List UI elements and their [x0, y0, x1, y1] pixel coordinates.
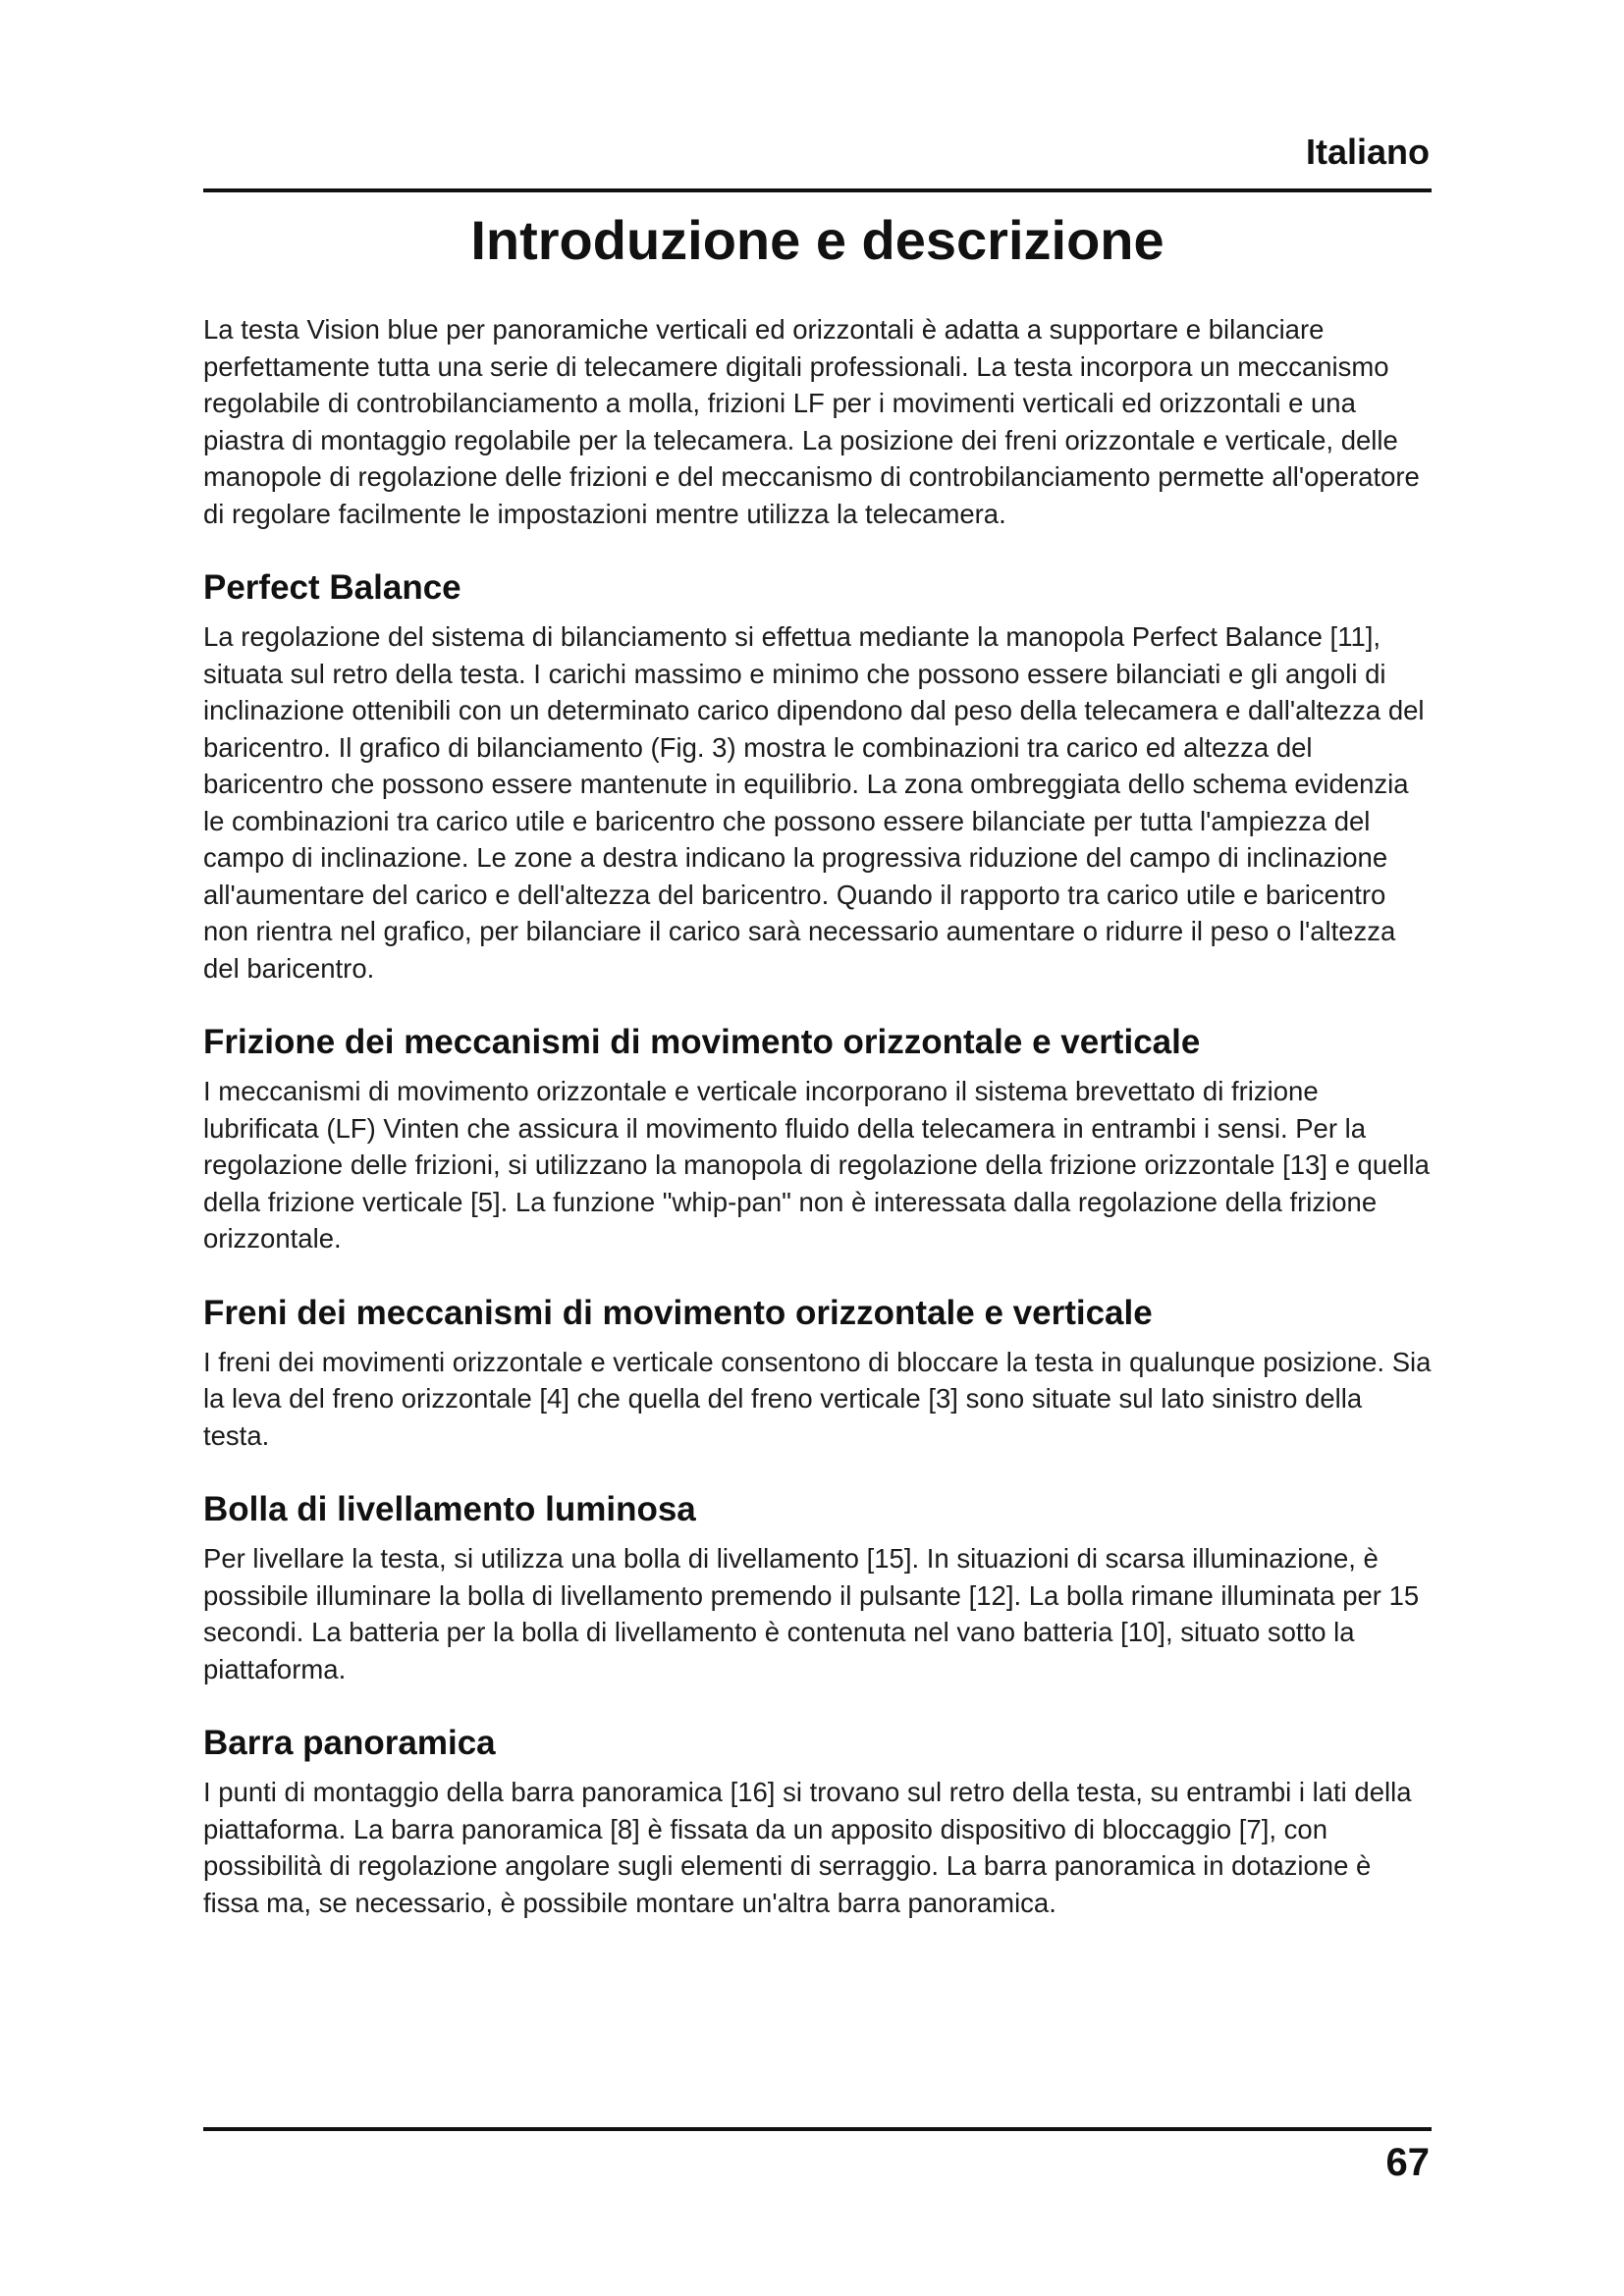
intro-paragraph: La testa Vision blue per panoramiche verticali ed orizzontali è adatta a supportare e bilanciare perfettamente tutta una serie di telecamere digitali professionali. La testa incorpora un meccanismo regolabile di controbilanciamento a molla, frizioni LF per i movimenti verticali ed orizzontali e una piastra di montaggio regolabile per la telecamera. La posizione dei freni orizzontale e verticale, delle manopole di regolazione delle frizioni e del meccanismo di controbilanciamento permette all'operatore di regolare facilmente le impostazioni mentre utilizza la telecamera.: [203, 314, 1420, 529]
section-brakes: [203, 1293, 1432, 1455]
section-body: I freni dei movimenti orizzontale e verticale consentono di bloccare la testa in qualunque posizione. Sia la leva del freno orizzontale [4] che quella del freno verticale [3] sono situate sul lato sinistro della testa.: [203, 1346, 1432, 1451]
section-pan-bar: [203, 1723, 1432, 1921]
main-content: [203, 311, 1432, 1956]
section-heading: Bolla di livellamento luminosa: [203, 1490, 696, 1528]
page-number: 67: [1385, 2141, 1430, 2184]
header-rule: [203, 188, 1432, 192]
section-body: Per livellare la testa, si utilizza una bolla di livellamento [15]. In situazioni di scarsa illuminazione, è possibile illuminare la bolla di livellamento premendo il pulsante [12]. La bolla rimane illuminata per 15 secondi. La batteria per la bolla di livellamento è contenuta nel vano batteria [10], situato sotto la piattaforma.: [203, 1543, 1420, 1684]
footer-rule: [203, 2127, 1432, 2131]
page-title: Introduzione e descrizione: [470, 209, 1164, 271]
section-body: I punti di montaggio della barra panoramica [16] si trovano sul retro della testa, su entrambi i lati della piattaforma. La barra panoramica [8] è fissata da un apposito dispositivo di bloccaggio [7], con possibilità di regolazione angolare sugli elementi di serraggio. La barra panoramica in dotazione è fissa ma, se necessario, è possibile montare un'altra barra panoramica.: [203, 1777, 1412, 1918]
section-body: La regolazione del sistema di bilanciamento si effettua mediante la manopola Perfect Balance [11], situata sul retro della testa. I carichi massimo e minimo che possono essere bilanciati e gli angoli di inclinazione ottenibili con un determinato carico dipendono dal peso della telecamera e dall'altezza del baricentro. Il grafico di bilanciamento (Fig. 3) mostra le combinazioni tra carico ed altezza del baricentro che possono essere mantenute in equilibrio. La zona ombreggiata dello schema evidenzia le combinazioni tra carico utile e baricentro che possono essere bilanciate per tutta l'ampiezza del campo di inclinazione. Le zone a destra indicano la progressiva riduzione del campo di inclinazione all'aumentare del carico e dell'altezza del baricentro. Quando il rapporto tra carico utile e baricentro non rientra nel grafico, per bilanciare il carico sarà necessario aumentare o ridurre il peso o l'altezza del baricentro.: [203, 621, 1425, 984]
section-heading: Perfect Balance: [203, 568, 461, 607]
section-perfect-balance: [203, 567, 1432, 987]
section-heading: Barra panoramica: [203, 1724, 496, 1762]
section-level-bubble: [203, 1489, 1432, 1687]
section-body: I meccanismi di movimento orizzontale e verticale incorporano il sistema brevettato di frizione lubrificata (LF) Vinten che assicura il movimento fluido della telecamera in entrambi i sensi. Per la regolazione delle frizioni, si utilizzano la manopola di regolazione della frizione orizzontale [13] e quella della frizione verticale [5]. La funzione "whip-pan" non è interessata dalla regolazione della frizione orizzontale.: [203, 1076, 1430, 1254]
section-friction: [203, 1022, 1432, 1257]
language-label: Italiano: [1305, 132, 1430, 172]
section-heading: Freni dei meccanismi di movimento orizzontale e verticale: [203, 1293, 1153, 1332]
section-heading: Frizione dei meccanismi di movimento orizzontale e verticale: [203, 1023, 1201, 1061]
